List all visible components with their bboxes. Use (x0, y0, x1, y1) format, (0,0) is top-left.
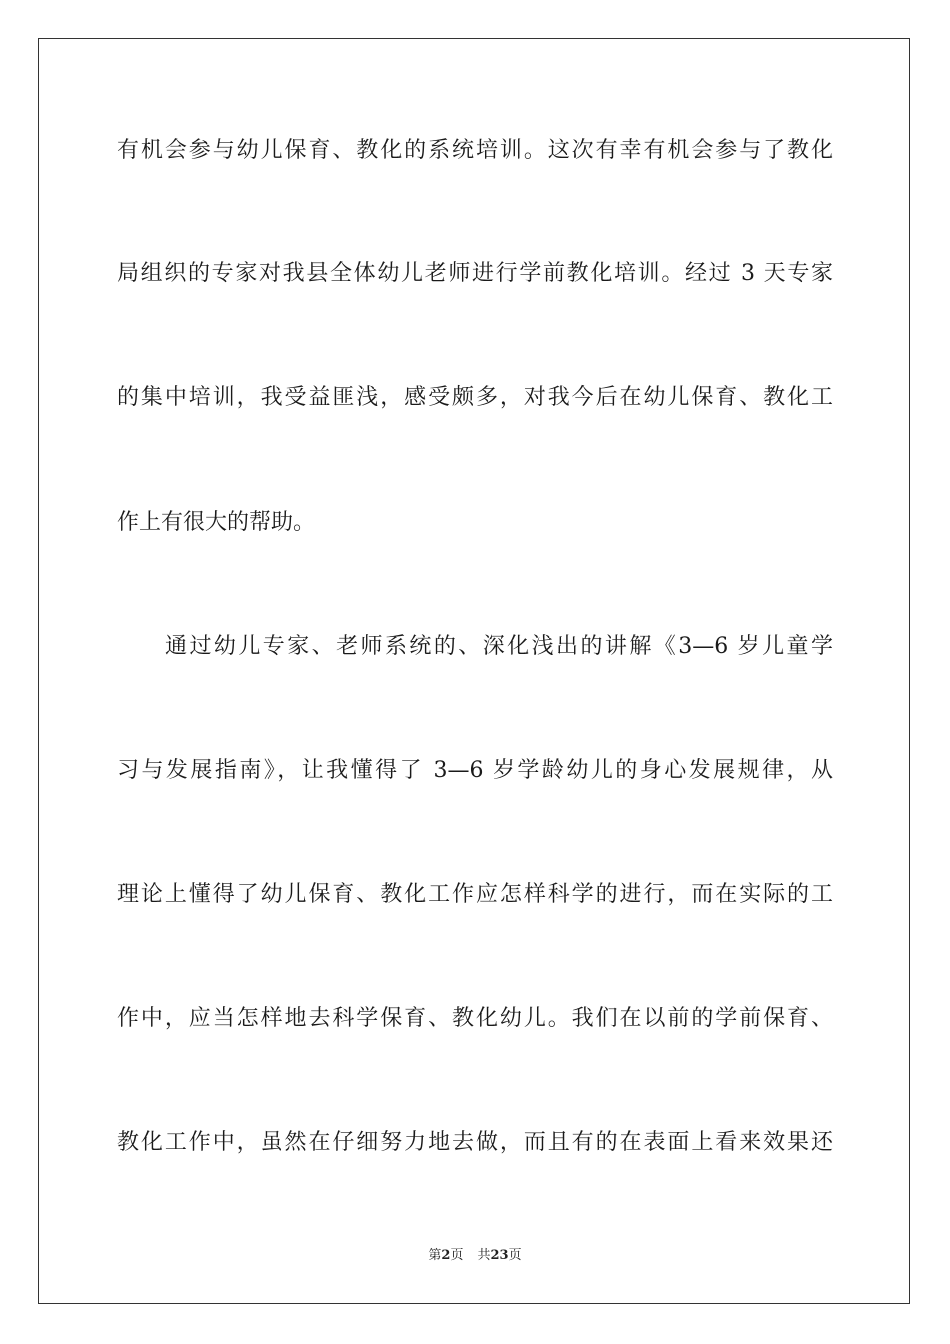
page-number: 2 (441, 1248, 451, 1263)
text-line-8: 作中，应当怎样地去科学保育、教化幼儿。我们在以前的学前保育、 (117, 1006, 833, 1031)
text-line-3: 的集中培训，我受益匪浅，感受颇多，对我今后在幼儿保育、教化工 (117, 385, 833, 410)
page-border (38, 38, 910, 1304)
page-footer (0, 1247, 950, 1265)
text-line-5: 通过幼儿专家、老师系统的、深化浅出的讲解《3—6 岁儿童学 (165, 634, 833, 659)
text-line-1: 有机会参与幼儿保育、教化的系统培训。这次有幸有机会参与了教化 (117, 138, 833, 163)
text-line-2: 局组织的专家对我县全体幼儿老师进行学前教化培训。经过 3 天专家 (117, 261, 833, 286)
page-suffix: 页 (450, 1248, 464, 1263)
text-line-9: 教化工作中，虽然在仔细努力地去做，而且有的在表面上看来效果还 (117, 1130, 833, 1155)
total-pages: 23 (490, 1248, 509, 1263)
text-line-4: 作上有很大的帮助。 (117, 510, 316, 535)
total-suffix: 页 (508, 1248, 522, 1263)
text-line-7: 理论上懂得了幼儿保育、教化工作应怎样科学的进行，而在实际的工 (117, 882, 833, 907)
page-prefix: 第 (428, 1248, 442, 1263)
total-prefix: 共 (477, 1248, 491, 1263)
text-line-6: 习与发展指南》，让我懂得了 3—6 岁学龄幼儿的身心发展规律，从 (117, 758, 833, 783)
